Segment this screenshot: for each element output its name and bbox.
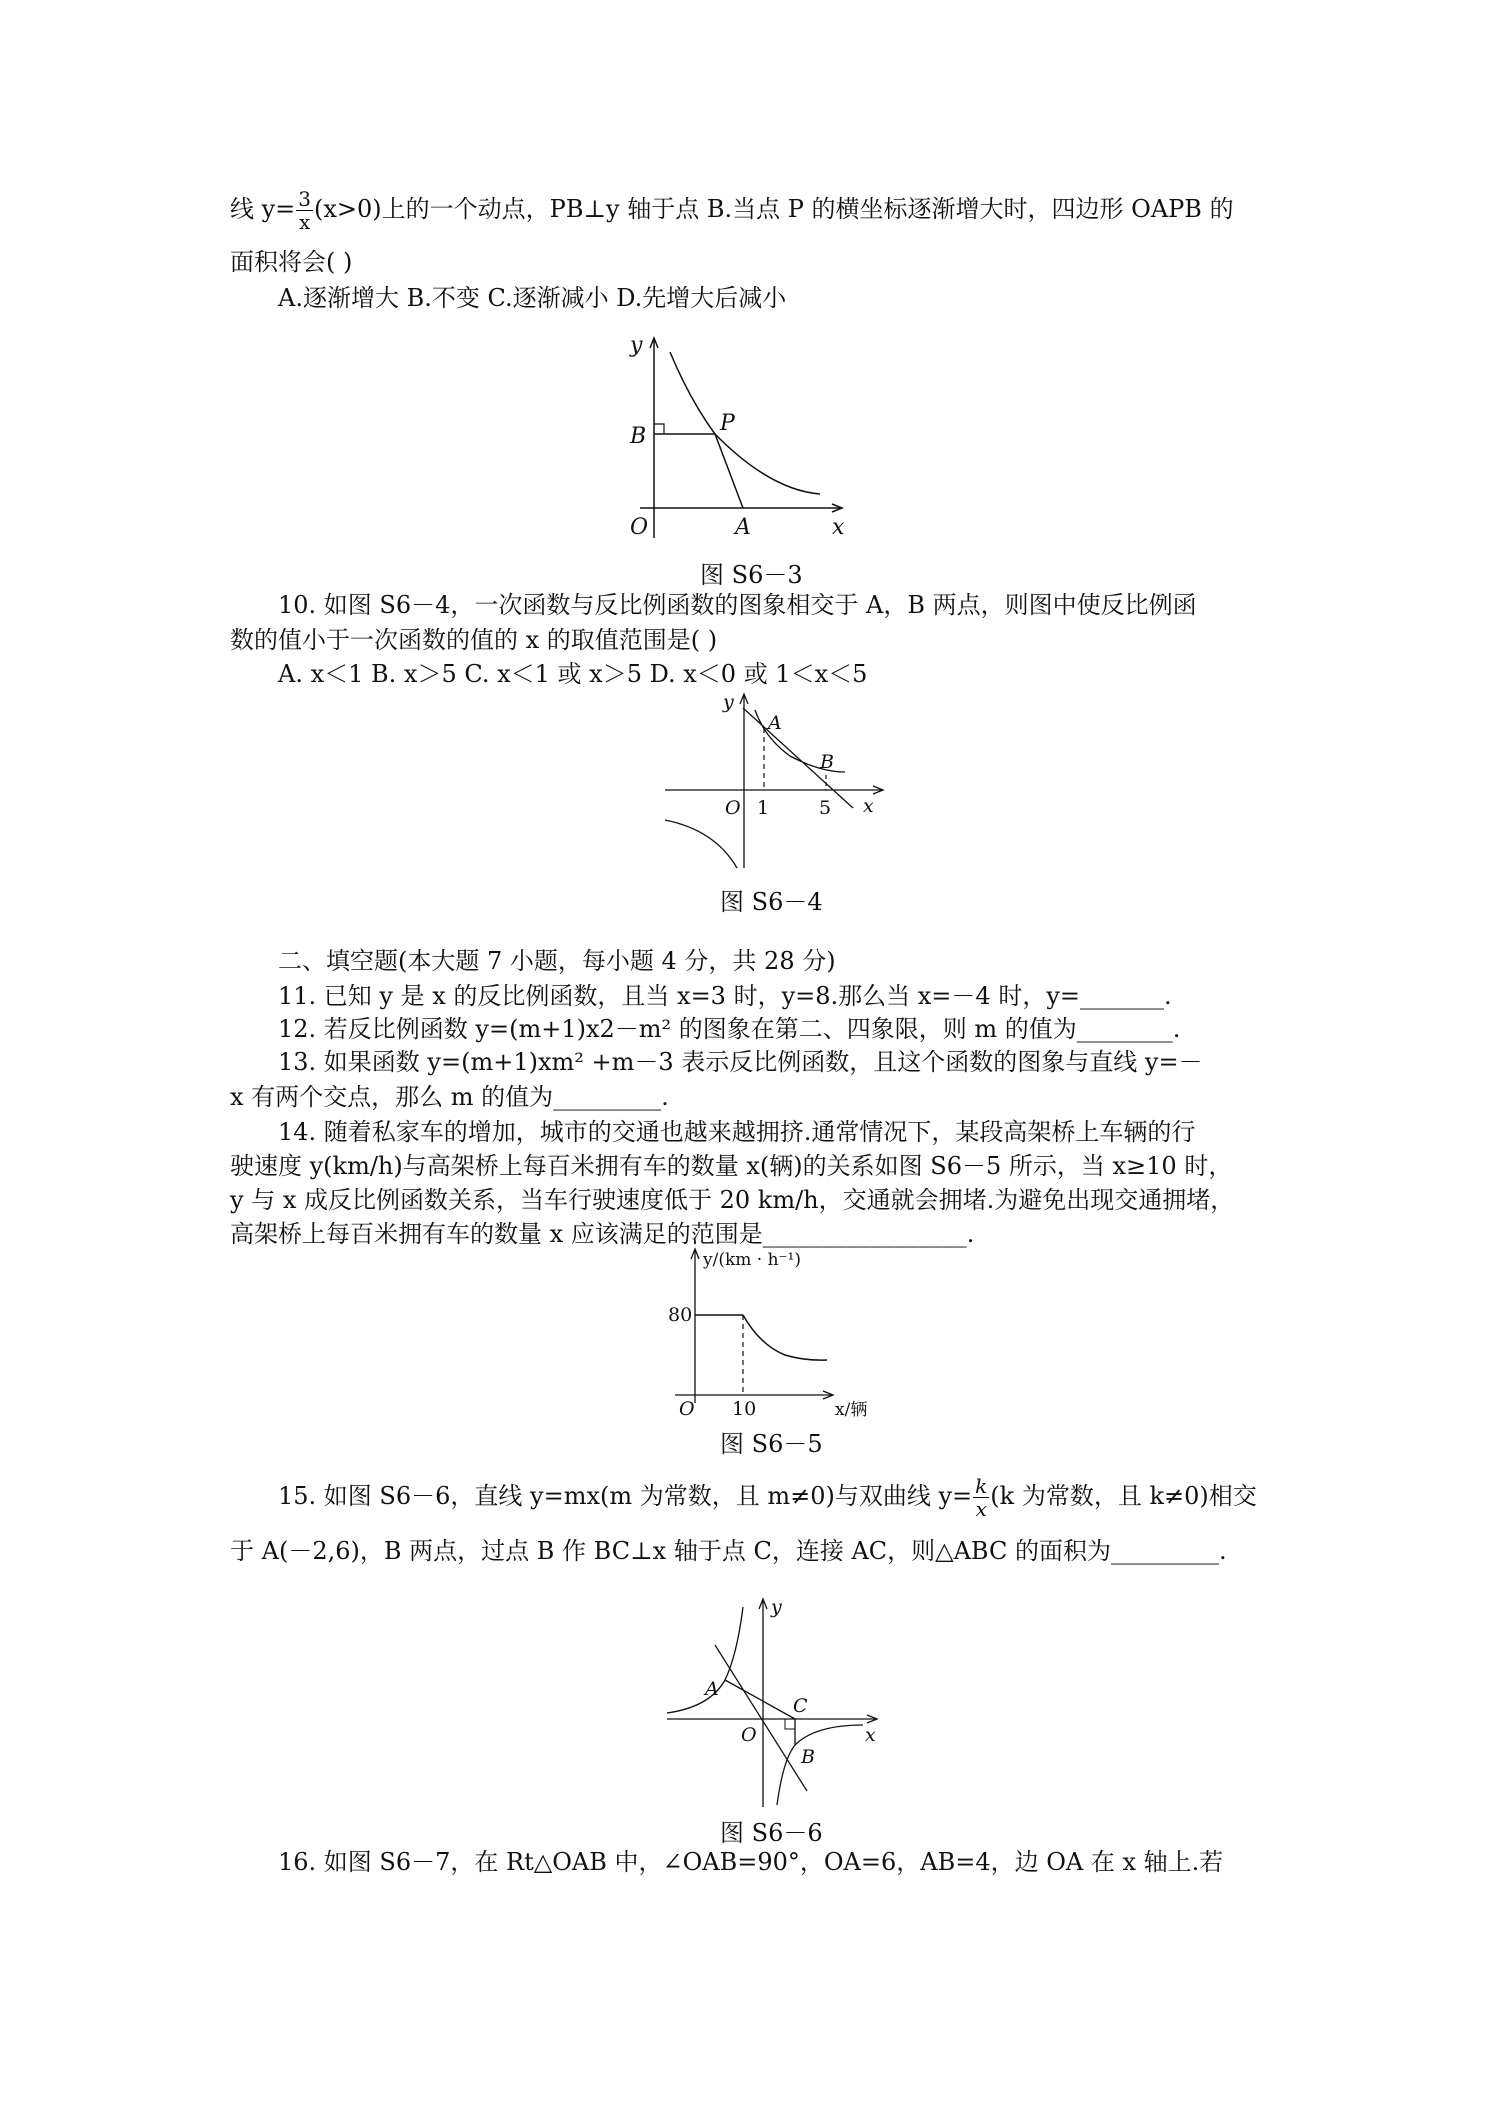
- label-x: x: [863, 795, 874, 817]
- label-o: O: [679, 1398, 695, 1420]
- q9-line-2: 面积将会( ): [230, 248, 353, 276]
- q10-options: A. x＜1 B. x＞5 C. x＜1 或 x＞5 D. x＜0 或 1＜x＜5: [278, 660, 868, 688]
- segment-pa: [715, 434, 743, 508]
- segment-ac: [725, 1680, 795, 1719]
- q14-line-4: 高架桥上每百米拥有车的数量 x 应该满足的范围是_________________.: [230, 1220, 975, 1248]
- label-x: x: [865, 1724, 876, 1746]
- fraction-numerator: k: [975, 1474, 988, 1498]
- figure-s6-3-graph: [620, 330, 880, 545]
- q13-line-1: 13. 如果函数 y=(m+1)xm² +m－3 表示反比例函数，且这个函数的图象与直线 y=－: [278, 1048, 1203, 1076]
- y-axis-label: y/(km · h⁻¹): [703, 1250, 801, 1270]
- label-o: O: [725, 797, 741, 819]
- label-o: O: [630, 515, 649, 540]
- figure-s6-6-caption: 图 S6－6: [720, 1819, 823, 1847]
- q9-options: A.逐渐增大 B.不变 C.逐渐减小 D.先增大后减小: [278, 284, 787, 312]
- hyperbola-branch-3: [665, 820, 737, 868]
- q15-line1-suffix: (k 为常数，且 k≠0)相交: [990, 1482, 1257, 1510]
- label-a: A: [768, 712, 782, 734]
- q9-line1-prefix: 线 y=: [230, 195, 296, 223]
- q15-line1-prefix: 15. 如图 S6－6，直线 y=mx(m 为常数，且 m≠0)与双曲线 y=: [278, 1482, 973, 1510]
- q12-text: 12. 若反比例函数 y=(m+1)x2－m² 的图象在第二、四象限，则 m 的值为________.: [278, 1015, 1181, 1043]
- hyperbola-curve: [670, 352, 820, 494]
- q9-line1-suffix: (x>0)上的一个动点，PB⊥y 轴于点 B.当点 P 的横坐标逐渐增大时，四边形 OAPB 的: [314, 195, 1234, 223]
- q10-line-2: 数的值小于一次函数的值的 x 的取值范围是( ): [230, 626, 718, 654]
- label-y: y: [723, 691, 734, 713]
- q14-line-3: y 与 x 成反比例函数关系，当车行驶速度低于 20 km/h，交通就会拥堵.为避免出现交通拥堵，: [230, 1186, 1235, 1214]
- tick-1: 1: [757, 797, 770, 819]
- linear-function-line: [743, 708, 853, 808]
- q14-line-2: 驶速度 y(km/h)与高架桥上每百米拥有车的数量 x(辆)的关系如图 S6－5 所示，当 x≥10 时，: [230, 1152, 1233, 1180]
- q13-line-2: x 有两个交点，那么 m 的值为_________.: [230, 1083, 669, 1111]
- label-b: B: [630, 424, 647, 449]
- label-x: x: [832, 515, 845, 540]
- tick-5: 5: [819, 797, 832, 819]
- q14-line-1: 14. 随着私家车的增加，城市的交通也越来越拥挤.通常情况下，某段高架桥上车辆的行: [278, 1118, 1196, 1146]
- q15-line-2: 于 A(－2,6)，B 两点，过点 B 作 BC⊥x 轴于点 C，连接 AC，则△ABC 的面积为_________.: [230, 1537, 1227, 1565]
- speed-inverse-curve: [743, 1315, 827, 1360]
- label-y: y: [771, 1596, 782, 1618]
- figure-s6-4-caption: 图 S6－4: [720, 888, 823, 916]
- tick-10: 10: [732, 1398, 757, 1420]
- x-axis-label: x/辆: [835, 1400, 868, 1420]
- q15-line-1: [278, 1475, 1257, 1520]
- figure-s6-6-graph: [665, 1595, 895, 1810]
- figure-s6-6: [665, 1595, 895, 1816]
- fraction-numerator: 3: [298, 187, 312, 211]
- q9-line-1: [230, 188, 1234, 233]
- fraction-denominator: x: [975, 1497, 987, 1521]
- q16-line-1: 16. 如图 S6－7，在 Rt△OAB 中，∠OAB=90°，OA=6，AB=4，边 OA 在 x 轴上.若: [278, 1848, 1224, 1876]
- label-a: A: [735, 515, 751, 540]
- q10-line-1: 10. 如图 S6－4，一次函数与反比例函数的图象相交于 A，B 两点，则图中使反比例函: [278, 591, 1197, 619]
- fraction-k-over-x: [973, 1475, 989, 1520]
- right-angle-mark: [654, 424, 664, 434]
- label-y: y: [630, 333, 643, 358]
- right-angle-mark: [785, 1719, 795, 1729]
- figure-s6-4-graph: [665, 690, 885, 875]
- figure-s6-3-caption: 图 S6－3: [700, 561, 803, 589]
- label-b: B: [820, 751, 834, 773]
- label-p: P: [720, 411, 735, 436]
- q11-text: 11. 已知 y 是 x 的反比例函数，且当 x=3 时，y=8.那么当 x=－4 时，y=_______.: [278, 982, 1172, 1010]
- fraction-denominator: x: [299, 210, 311, 234]
- figure-s6-4: [665, 690, 885, 881]
- tick-80: 80: [668, 1304, 693, 1326]
- fraction-3-over-x: [296, 188, 313, 233]
- label-o: O: [741, 1724, 757, 1746]
- figure-s6-5-graph: [655, 1245, 895, 1435]
- section-2-heading: 二、填空题(本大题 7 小题，每小题 4 分，共 28 分): [278, 947, 836, 975]
- figure-s6-3: [620, 330, 880, 551]
- figure-s6-5-caption: 图 S6－5: [720, 1430, 823, 1458]
- label-b: B: [801, 1746, 815, 1768]
- label-c: C: [793, 1695, 808, 1717]
- figure-s6-5: [655, 1245, 895, 1441]
- label-a: A: [705, 1678, 719, 1700]
